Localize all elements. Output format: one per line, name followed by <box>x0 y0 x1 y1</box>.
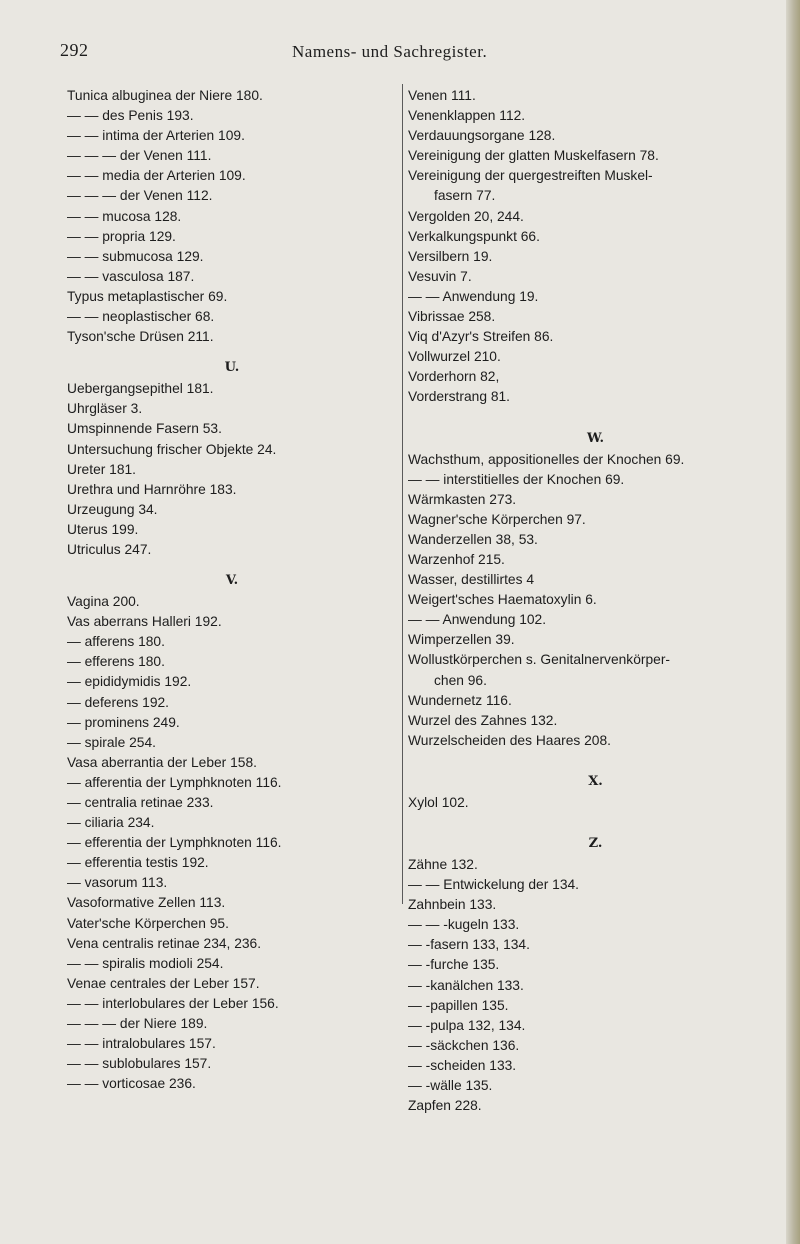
section-v-left <box>67 592 397 1094</box>
index-entry: — — Entwickelung der 134. <box>408 877 580 893</box>
index-entry-continuation: chen 96. <box>434 672 487 688</box>
index-entry: Vollwurzel 210. <box>408 349 501 365</box>
index-entry: Verdauungsorgane 128. <box>408 128 556 144</box>
index-entry: Zähne 132. <box>408 857 478 872</box>
index-entry: Tyson'sche Drüsen 211. <box>67 329 214 345</box>
index-entry: Vereinigung der quergestreiften Muskel- <box>408 168 653 184</box>
index-entry: Utriculus 247. <box>67 541 152 557</box>
index-entry: Ureter 181. <box>67 461 137 477</box>
index-entry: Xylol 102. <box>408 794 469 810</box>
section-x <box>408 793 783 813</box>
index-entry: Versilbern 19. <box>408 248 493 264</box>
running-title: Namens- und Sachregister. <box>292 42 488 61</box>
index-entry: Zahnbein 133. <box>408 897 497 913</box>
index-entry: — -fasern 133, 134. <box>408 937 530 953</box>
index-entry: Vasa aberrantia der Leber 158. <box>67 754 257 770</box>
index-entry: — vasorum 113. <box>67 875 168 891</box>
index-entry: — -pulpa 132, 134. <box>408 1017 526 1033</box>
index-entry: Vas aberrans Halleri 192. <box>67 614 222 630</box>
index-entry: — — intralobulares 157. <box>67 1036 216 1052</box>
index-entry: — — propria 129. <box>67 228 176 244</box>
index-entry: — — sublobulares 157. <box>67 1056 212 1072</box>
index-entry: Tunica albuginea der Niere 180. <box>67 88 263 103</box>
index-entry: Vorderstrang 81. <box>408 389 511 405</box>
index-entry: Vagina 200. <box>67 594 140 610</box>
section-w-b <box>408 691 783 751</box>
index-entry: Vergolden 20, 244. <box>408 208 524 224</box>
index-entry: Wagner'sche Körperchen 97. <box>408 511 586 527</box>
section-v-right-b <box>408 207 783 408</box>
index-entry: Urzeugung 34. <box>67 501 158 517</box>
section-letter-w: W. <box>586 430 605 446</box>
index-entry: — — — der Venen 112. <box>67 188 213 204</box>
index-entry: Warzenhof 215. <box>408 551 505 567</box>
index-entry: — — spiralis modioli 254. <box>67 955 224 971</box>
index-entry: — — interstitielles der Knochen 69. <box>408 471 625 487</box>
index-entry: — epididymidis 192. <box>67 674 192 690</box>
index-entry: Viq d'Azyr's Streifen 86. <box>408 329 554 345</box>
index-entry: Vibrissae 258. <box>408 309 496 325</box>
index-entry: — spirale 254. <box>67 734 156 750</box>
index-entry: Wachsthum, appositionelles der Knochen 69. <box>408 451 685 467</box>
index-entry: Wärmkasten 273. <box>408 491 517 507</box>
index-entry: Typus metaplastischer 69. <box>67 288 228 304</box>
index-entry: Uebergangsepithel 181. <box>67 381 214 397</box>
index-entry: — — interlobulares der Leber 156. <box>67 995 279 1011</box>
index-entry: Vesuvin 7. <box>408 268 472 284</box>
section-letter-v: V. <box>225 573 239 589</box>
section-u <box>67 379 397 560</box>
section-letter-x: X. <box>588 773 603 789</box>
index-entry: — -wälle 135. <box>408 1078 493 1094</box>
index-entry: — afferens 180. <box>67 634 165 650</box>
index-entry: Verkalkungspunkt 66. <box>408 228 540 244</box>
index-entry: Zapfen 228. <box>408 1098 482 1114</box>
index-entry: — — vorticosae 236. <box>67 1076 196 1092</box>
section-letter-z: Z. <box>588 836 603 851</box>
index-entry: — efferentia der Lymphknoten 116. <box>67 835 282 851</box>
index-entry: Weigert'sches Haematoxylin 6. <box>408 592 597 608</box>
index-entry: — — intima der Arterien 109. <box>67 128 245 144</box>
index-entry: — prominens 249. <box>67 714 180 730</box>
index-entry: Wanderzellen 38, 53. <box>408 531 538 547</box>
index-entry: — — des Penis 193. <box>67 108 194 124</box>
section-letter-u: U. <box>224 360 240 376</box>
index-entry: Uhrgläser 3. <box>67 401 143 417</box>
index-entry-continuation: fasern 77. <box>434 188 496 204</box>
index-entry: — -kanälchen 133. <box>408 977 524 993</box>
index-entry: Wollustkörperchen s. Genitalnervenkörper- <box>408 652 671 668</box>
index-entry: Untersuchung frischer Objekte 24. <box>67 441 277 457</box>
index-entry: — efferens 180. <box>67 654 165 670</box>
column-divider <box>402 84 403 904</box>
index-entry: Umspinnende Fasern 53. <box>67 421 222 437</box>
index-entry: Wurzelscheiden des Haares 208. <box>408 732 611 748</box>
index-entry: — -scheiden 133. <box>408 1057 517 1073</box>
index-entry: — — vasculosa 187. <box>67 268 195 284</box>
index-entry: — — -kugeln 133. <box>408 917 520 933</box>
index-entry: — -furche 135. <box>408 957 500 973</box>
index-entry: Urethra und Harnröhre 183. <box>67 481 237 497</box>
section-v-right-a <box>408 86 783 186</box>
index-entry: Uterus 199. <box>67 521 139 537</box>
index-entry: Wasser, destillirtes 4 <box>408 572 534 588</box>
index-entry: Venen 111. <box>408 88 476 103</box>
index-entry: Venenklappen 112. <box>408 108 526 124</box>
index-entry: — — Anwendung 102. <box>408 612 547 628</box>
index-entry: Wimperzellen 39. <box>408 632 515 648</box>
index-entry: — — media der Arterien 109. <box>67 168 246 184</box>
index-entry: Wurzel des Zahnes 132. <box>408 712 558 728</box>
section-z <box>408 855 783 1116</box>
index-entry: — centralia retinae 233. <box>67 795 214 810</box>
index-entry: Vorderhorn 82, <box>408 369 500 385</box>
index-entry: Vasoformative Zellen 113. <box>67 895 226 911</box>
index-entry: — deferens 192. <box>67 694 170 710</box>
right-column <box>408 86 783 1116</box>
index-entry: — — submucosa 129. <box>67 248 204 264</box>
index-entry: — — neoplastischer 68. <box>67 309 215 325</box>
index-entry: — ciliaria 234. <box>67 815 155 831</box>
index-entry: — — — der Niere 189. <box>67 1016 208 1032</box>
index-entry: Vena centralis retinae 234, 236. <box>67 935 262 951</box>
index-entry: — — mucosa 128. <box>67 208 182 224</box>
page-header <box>60 40 720 64</box>
index-entry: Vereinigung der glatten Muskelfasern 78. <box>408 148 659 164</box>
page-number: 292 <box>60 40 89 60</box>
page-edge <box>786 0 800 1244</box>
index-entry: — afferentia der Lymphknoten 116. <box>67 774 282 790</box>
index-entry: — -papillen 135. <box>408 997 509 1013</box>
index-entry: Wundernetz 116. <box>408 692 512 708</box>
index-entry: — — Anwendung 19. <box>408 288 539 304</box>
left-column <box>67 86 397 1094</box>
index-entry: — — — der Venen 111. <box>67 148 212 164</box>
index-entry: Vater'sche Körperchen 95. <box>67 915 229 931</box>
index-entry: Venae centrales der Leber 157. <box>67 975 260 991</box>
section-t <box>67 86 397 347</box>
index-entry: — -säckchen 136. <box>408 1037 520 1053</box>
index-entry: — efferentia testis 192. <box>67 855 209 871</box>
section-w-a <box>408 450 783 671</box>
